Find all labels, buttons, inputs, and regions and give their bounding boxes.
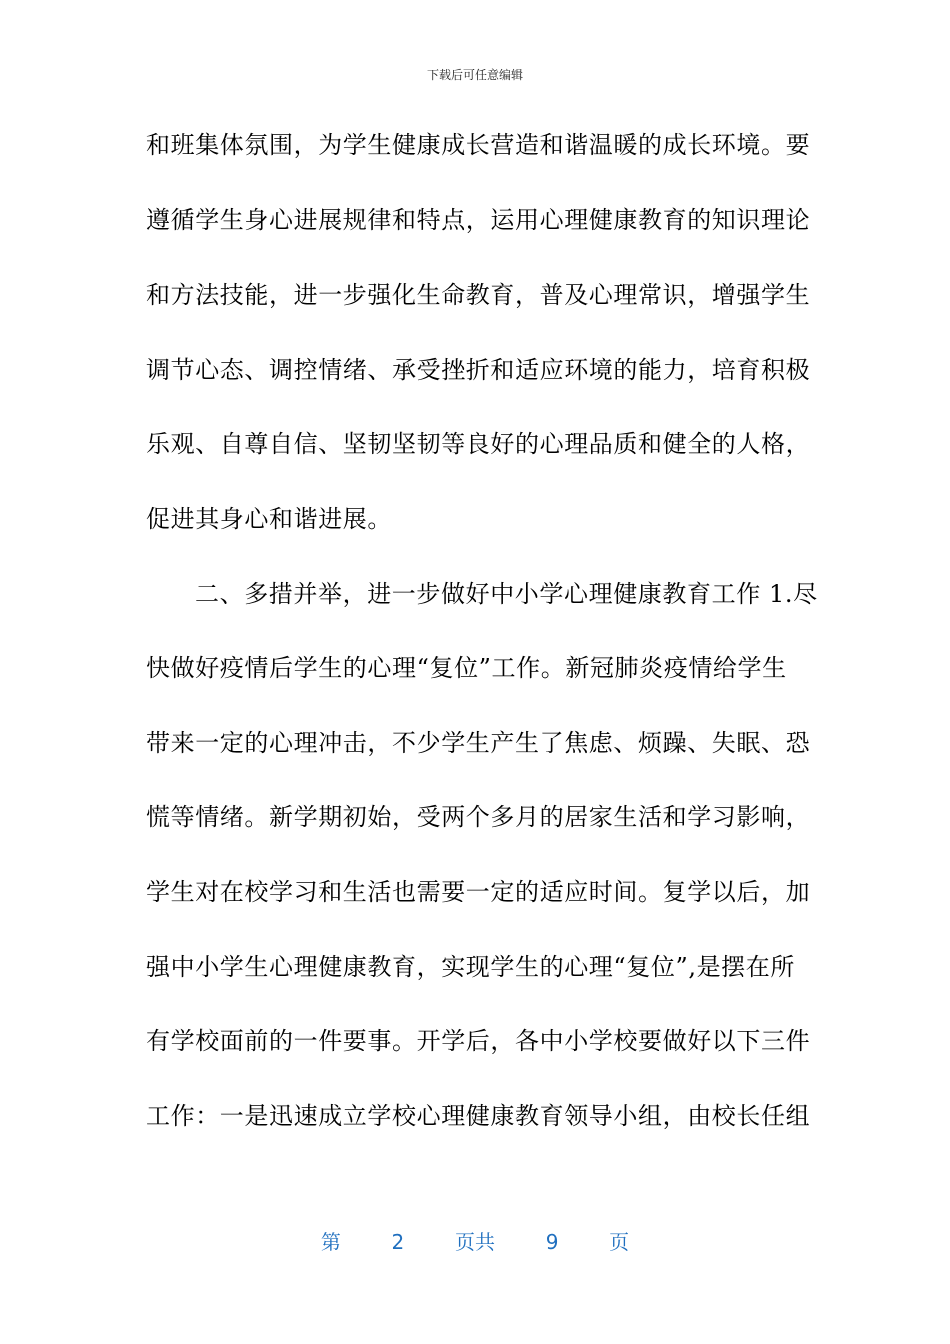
body-line: 工作：一是迅速成立学校心理健康教育领导小组，由校长任组: [146, 1102, 811, 1130]
body-line: 带来一定的心理冲击，不少学生产生了焦虑、烦躁、失眠、恐: [146, 729, 811, 757]
body-line: 和方法技能，进一步强化生命教育，普及心理常识，增强学生: [146, 281, 811, 309]
body-line: 快做好疫情后学生的心理“复位”工作。新冠肺炎疫情给学生: [146, 654, 787, 682]
footer-suffix: 页: [609, 1230, 630, 1254]
page-number-footer: [0, 1226, 950, 1255]
body-line: 学生对在校学习和生活也需要一定的适应时间。复学以后，加: [146, 878, 811, 906]
body-line: 慌等情绪。新学期初始，受两个多月的居家生活和学习影响，: [146, 803, 811, 831]
body-line: 促进其身心和谐进展。: [146, 505, 392, 533]
body-line: 有学校面前的一件要事。开学后，各中小学校要做好以下三件: [146, 1027, 811, 1055]
body-line: 调节心态、调控情绪、承受挫折和适应环境的能力，培育积极: [146, 356, 811, 384]
footer-middle: 页共: [455, 1230, 495, 1254]
body-line: 遵循学生身心进展规律和特点，运用心理健康教育的知识理论: [146, 206, 811, 234]
footer-prefix: 第: [320, 1230, 341, 1254]
total-pages-number: 9: [545, 1230, 559, 1254]
body-line: 强中小学生心理健康教育，实现学生的心理“复位”,是摆在所: [146, 953, 795, 981]
body-line: 二、多措并举，进一步做好中小学心理健康教育工作 1.尽: [195, 580, 818, 608]
body-line: 乐观、自尊自信、坚韧坚韧等良好的心理品质和健全的人格，: [146, 430, 811, 458]
page-header-note: 下载后可任意编辑: [426, 68, 523, 82]
current-page-number: 2: [391, 1230, 405, 1254]
body-line: 和班集体氛围，为学生健康成长营造和谐温暖的成长环境。要: [146, 131, 811, 159]
